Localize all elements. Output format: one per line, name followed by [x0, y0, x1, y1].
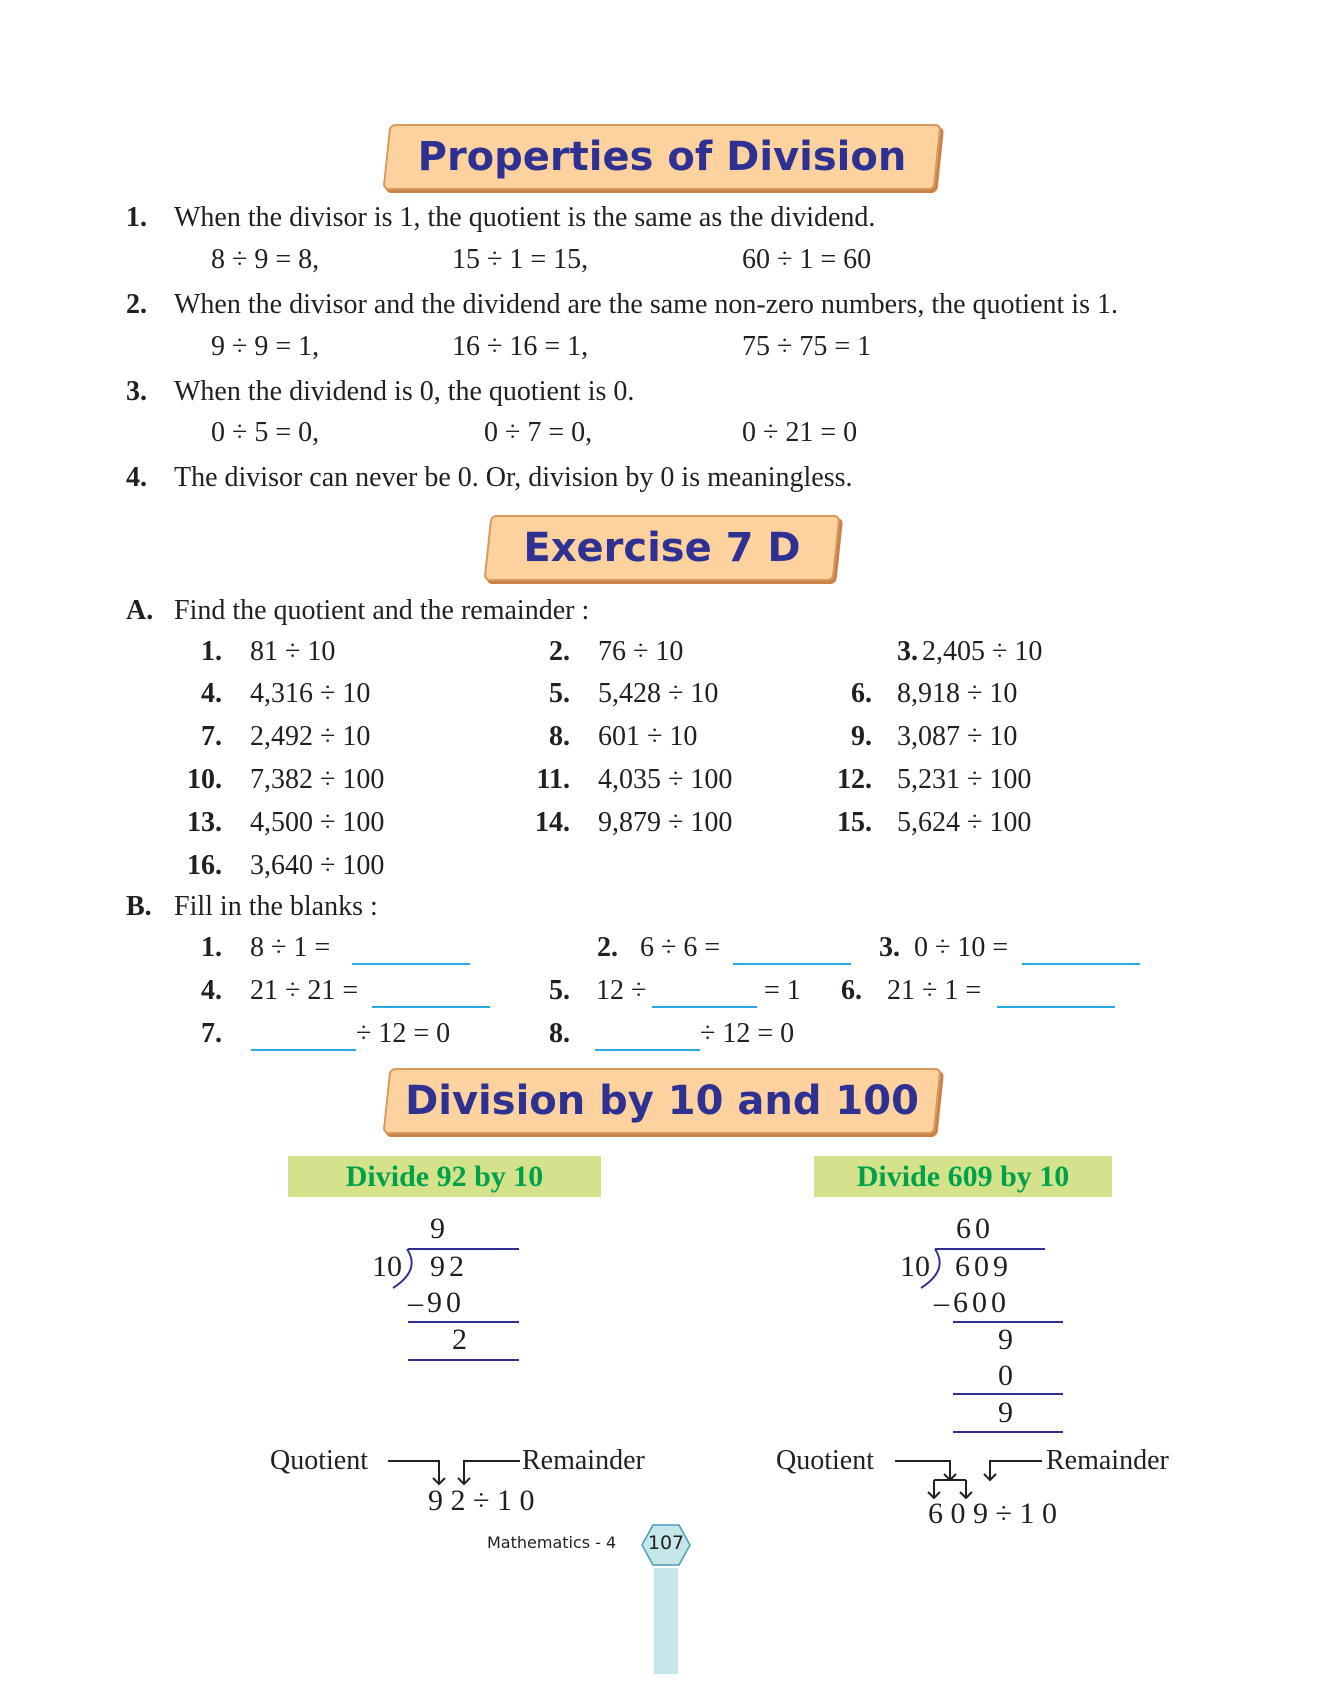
remainder: 2	[452, 1323, 471, 1356]
question-text: 5,624 ÷ 100	[897, 807, 1032, 838]
property-example: 15 ÷ 1 = 15,	[452, 244, 589, 275]
section-title: Division by 10 and 100	[405, 1078, 919, 1124]
question-number: 9.	[851, 721, 872, 752]
section-title: Properties of Division	[417, 134, 907, 180]
division-bracket-icon	[385, 1248, 415, 1290]
question-number: 1.	[201, 932, 222, 963]
section-label: B.	[126, 891, 152, 922]
property-text: When the dividend is 0, the quotient is 0.	[174, 376, 635, 407]
property-example: 16 ÷ 16 = 1,	[452, 331, 589, 362]
question-text: 6 ÷ 6 =	[640, 932, 721, 963]
question-text: 3,087 ÷ 10	[897, 721, 1018, 752]
question-text: 5,428 ÷ 10	[598, 678, 719, 709]
example-heading: Divide 609 by 10	[856, 1160, 1070, 1193]
answer-blank[interactable]	[652, 1006, 757, 1008]
question-number: 1.	[201, 636, 222, 667]
question-text: 8,918 ÷ 10	[897, 678, 1018, 709]
property-number: 3.	[126, 376, 147, 407]
example-heading-box	[814, 1156, 1112, 1197]
property-example: 0 ÷ 5 = 0,	[211, 417, 320, 448]
division-line	[953, 1393, 1063, 1395]
answer-blank[interactable]	[1022, 963, 1140, 965]
question-text: 3,640 ÷ 100	[250, 850, 385, 881]
question-text: 7,382 ÷ 100	[250, 764, 385, 795]
question-number: 13.	[187, 807, 222, 838]
page-tab	[654, 1568, 678, 1674]
question-number: 3.	[879, 932, 900, 963]
question-number: 2.	[549, 636, 570, 667]
question-number: 2.	[597, 932, 618, 963]
remainder-label: Remainder	[1046, 1445, 1169, 1476]
question-text: 81 ÷ 10	[250, 636, 336, 667]
quotient-label: Quotient	[776, 1445, 874, 1476]
section-banner-exercise	[484, 515, 841, 581]
quotient-label: Quotient	[270, 1445, 368, 1476]
divisor: 10	[372, 1250, 402, 1283]
property-example: 60 ÷ 1 = 60	[742, 244, 872, 275]
question-text: ÷ 12 = 0	[356, 1018, 451, 1049]
question-text: 4,035 ÷ 100	[598, 764, 733, 795]
example-heading-box	[288, 1156, 601, 1197]
property-text: The divisor can never be 0. Or, division by 0 is meaningless.	[174, 462, 853, 493]
dividend: 609	[955, 1250, 1012, 1283]
question-number: 5.	[549, 975, 570, 1006]
property-example: 9 ÷ 9 = 1,	[211, 331, 320, 362]
remainder: 9	[998, 1396, 1017, 1429]
book-title: Mathematics - 4	[487, 1533, 617, 1552]
question-number: 5.	[549, 678, 570, 709]
property-example: 0 ÷ 21 = 0	[742, 417, 858, 448]
division-bracket-icon	[913, 1248, 943, 1290]
property-example: 0 ÷ 7 = 0,	[484, 417, 593, 448]
question-text: 12 ÷	[596, 975, 647, 1006]
question-number: 12.	[837, 764, 872, 795]
section-title: Exercise 7 D	[523, 525, 801, 571]
answer-blank[interactable]	[352, 963, 470, 965]
answer-blank[interactable]	[595, 1049, 700, 1051]
question-text: 21 ÷ 21 =	[250, 975, 359, 1006]
question-text: 76 ÷ 10	[598, 636, 684, 667]
answer-blank[interactable]	[251, 1049, 356, 1051]
subtraction: –90	[408, 1286, 465, 1319]
question-text: 4,500 ÷ 100	[250, 807, 385, 838]
question-number: 14.	[535, 807, 570, 838]
question-text: 4,316 ÷ 10	[250, 678, 371, 709]
section-instruction: Fill in the blanks :	[174, 891, 378, 922]
division-line	[953, 1431, 1063, 1433]
question-text: 0 ÷ 10 =	[914, 932, 1009, 963]
division-expression: 6 0 9 ÷ 1 0	[928, 1497, 1057, 1530]
divisor: 10	[900, 1250, 930, 1283]
division-line	[408, 1359, 519, 1361]
example-heading: Divide 92 by 10	[345, 1160, 544, 1193]
dividend: 92	[430, 1250, 468, 1283]
question-number: 7.	[201, 721, 222, 752]
question-number: 3.	[897, 636, 918, 667]
question-text: 8 ÷ 1 =	[250, 932, 331, 963]
remainder-label: Remainder	[522, 1445, 645, 1476]
page-number: 107	[647, 1532, 685, 1554]
division-expression: 9 2 ÷ 1 0	[428, 1484, 535, 1517]
section-instruction: Find the quotient and the remainder :	[174, 595, 590, 626]
question-text: 5,231 ÷ 100	[897, 764, 1032, 795]
property-number: 1.	[126, 202, 147, 233]
subtraction: –600	[934, 1286, 1010, 1319]
property-text: When the divisor and the dividend are the same non-zero numbers, the quotient is 1.	[174, 289, 1118, 320]
property-text: When the divisor is 1, the quotient is the same as the dividend.	[174, 202, 876, 233]
question-number: 10.	[187, 764, 222, 795]
question-number: 4.	[201, 678, 222, 709]
question-number: 4.	[201, 975, 222, 1006]
question-text: = 1	[764, 975, 801, 1006]
question-text: 601 ÷ 10	[598, 721, 698, 752]
question-number: 6.	[851, 678, 872, 709]
answer-blank[interactable]	[372, 1006, 490, 1008]
question-number: 6.	[841, 975, 862, 1006]
quotient: 60	[956, 1212, 994, 1245]
question-number: 7.	[201, 1018, 222, 1049]
question-text: ÷ 12 = 0	[700, 1018, 795, 1049]
section-banner-properties	[383, 124, 942, 190]
question-number: 15.	[837, 807, 872, 838]
answer-blank[interactable]	[733, 963, 851, 965]
question-text: 2,492 ÷ 10	[250, 721, 371, 752]
question-text: 9,879 ÷ 100	[598, 807, 733, 838]
question-number: 8.	[549, 1018, 570, 1049]
question-number: 16.	[187, 850, 222, 881]
section-banner-division	[383, 1068, 942, 1134]
answer-blank[interactable]	[997, 1006, 1115, 1008]
property-example: 75 ÷ 75 = 1	[742, 331, 872, 362]
step-value: 0	[998, 1359, 1017, 1392]
question-text: 21 ÷ 1 =	[887, 975, 982, 1006]
question-text: 2,405 ÷ 10	[922, 636, 1043, 667]
property-number: 4.	[126, 462, 147, 493]
quotient: 9	[430, 1212, 449, 1245]
property-example: 8 ÷ 9 = 8,	[211, 244, 320, 275]
section-label: A.	[126, 595, 154, 626]
property-number: 2.	[126, 289, 147, 320]
step-value: 9	[998, 1323, 1017, 1356]
question-number: 11.	[536, 764, 570, 795]
question-number: 8.	[549, 721, 570, 752]
